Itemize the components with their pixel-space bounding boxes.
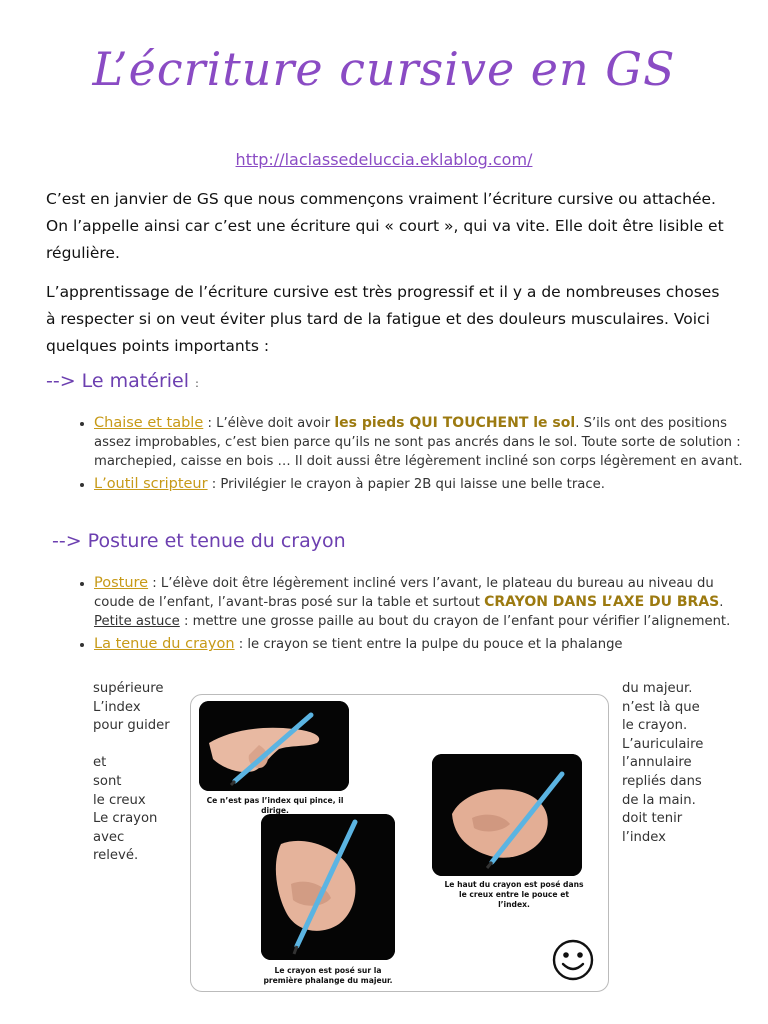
wrap-line: et (93, 755, 107, 771)
wrap-line: l’annulaire (622, 755, 692, 771)
item-label: L’outil scripteur (94, 476, 208, 492)
wrap-line: du majeur. (622, 681, 693, 696)
item-text: : Privilégier le crayon à papier 2B qui laisse une belle trace. (207, 477, 605, 492)
materiel-list (70, 414, 744, 498)
item-text: : L’élève doit avoir (203, 416, 335, 431)
wrap-line: avec (93, 829, 125, 845)
wrap-line: doit tenir (622, 811, 683, 827)
wrap-text-right (622, 680, 722, 847)
wrap-line (93, 736, 203, 755)
item-emphasis: CRAYON DANS L’AXE DU BRAS (484, 594, 720, 610)
wrap-line: pour guider (93, 718, 170, 734)
photo-caption: Le crayon est posé sur la première phalange du majeur. (263, 966, 393, 985)
item-emphasis: les pieds QUI TOUCHENT le sol (334, 415, 576, 431)
photo-index-pointing (199, 701, 349, 791)
wrap-line: repliés dans (622, 773, 702, 789)
wrap-text-left (93, 680, 203, 866)
section-heading-text: --> Le matériel (46, 370, 190, 392)
blog-link[interactable]: http://laclassedeluccia.eklablog.com/ (235, 150, 533, 169)
item-text: : le crayon se tient entre la pulpe du pouce et la phalange (234, 637, 623, 652)
intro-paragraph-2: L’apprentissage de l’écriture cursive est très progressif et il y a de nombreuses choses à respecter si on veut éviter plus tard de la fatigue et des douleurs musculaires. Voici quelques points importants : (46, 283, 720, 355)
wrap-line: l’index (622, 829, 666, 845)
wrap-line: relevé. (93, 848, 139, 864)
wrap-line: L’index (93, 699, 141, 715)
item-text: : mettre une grosse paille au bout du crayon de l’enfant pour vérifier l’alignement. (179, 614, 731, 629)
item-text: . (719, 595, 724, 610)
section-heading-posture: --> Posture et tenue du crayon (52, 530, 346, 552)
photo-caption: Le haut du crayon est posé dans le creux entre le pouce et l’index. (444, 880, 584, 909)
item-label: Chaise et table (94, 415, 204, 431)
item-text: . S’ils ont des positions assez improbables, c’est bien parce qu’ils ne sont pas ancrés dans le sol. Toute sorte de solution : marchepied, caisse en bois … Il doit aussi être légèrement incliné son corps légèrement en avant. (94, 416, 743, 469)
wrap-line: Le crayon (93, 811, 158, 827)
astuce-label: Petite astuce (94, 614, 180, 629)
item-label: Posture (94, 575, 149, 591)
wrap-line: n’est là que (622, 699, 700, 715)
wrap-line: supérieure (93, 681, 164, 696)
intro-paragraph: C’est en janvier de GS que nous commençons vraiment l’écriture cursive ou attachée. On l’appelle ainsi car c’est une écriture qui « court », qui va vite. Elle doit être lisible et régulière. (46, 190, 724, 262)
wrap-line: sont (93, 773, 122, 789)
list-item (94, 574, 744, 631)
item-text: : L’élève doit être légèrement incliné vers l’avant, le plateau du bureau au niveau du coude de l’enfant, l’avant-bras posé sur la table et surtout (94, 576, 714, 610)
section-heading-materiel (46, 370, 199, 392)
smiley-icon (551, 938, 595, 986)
wrap-line: de la main. (622, 792, 696, 808)
photo-caption: Ce n’est pas l’index qui pince, il dirige. (206, 796, 344, 815)
posture-list (70, 574, 744, 658)
wrap-line: le creux (93, 792, 146, 808)
photo-pencil-on-middle-finger (261, 814, 395, 960)
list-item (94, 414, 744, 471)
wrap-line: L’auriculaire (622, 736, 704, 752)
wrap-line: le crayon. (622, 718, 688, 734)
list-item (94, 475, 744, 494)
item-label: La tenue du crayon (94, 636, 235, 652)
section-heading-colon: : (195, 377, 199, 390)
photo-pencil-grip-top (432, 754, 582, 876)
page-title: L’écriture cursive en GS (92, 42, 676, 96)
list-item (94, 635, 744, 654)
